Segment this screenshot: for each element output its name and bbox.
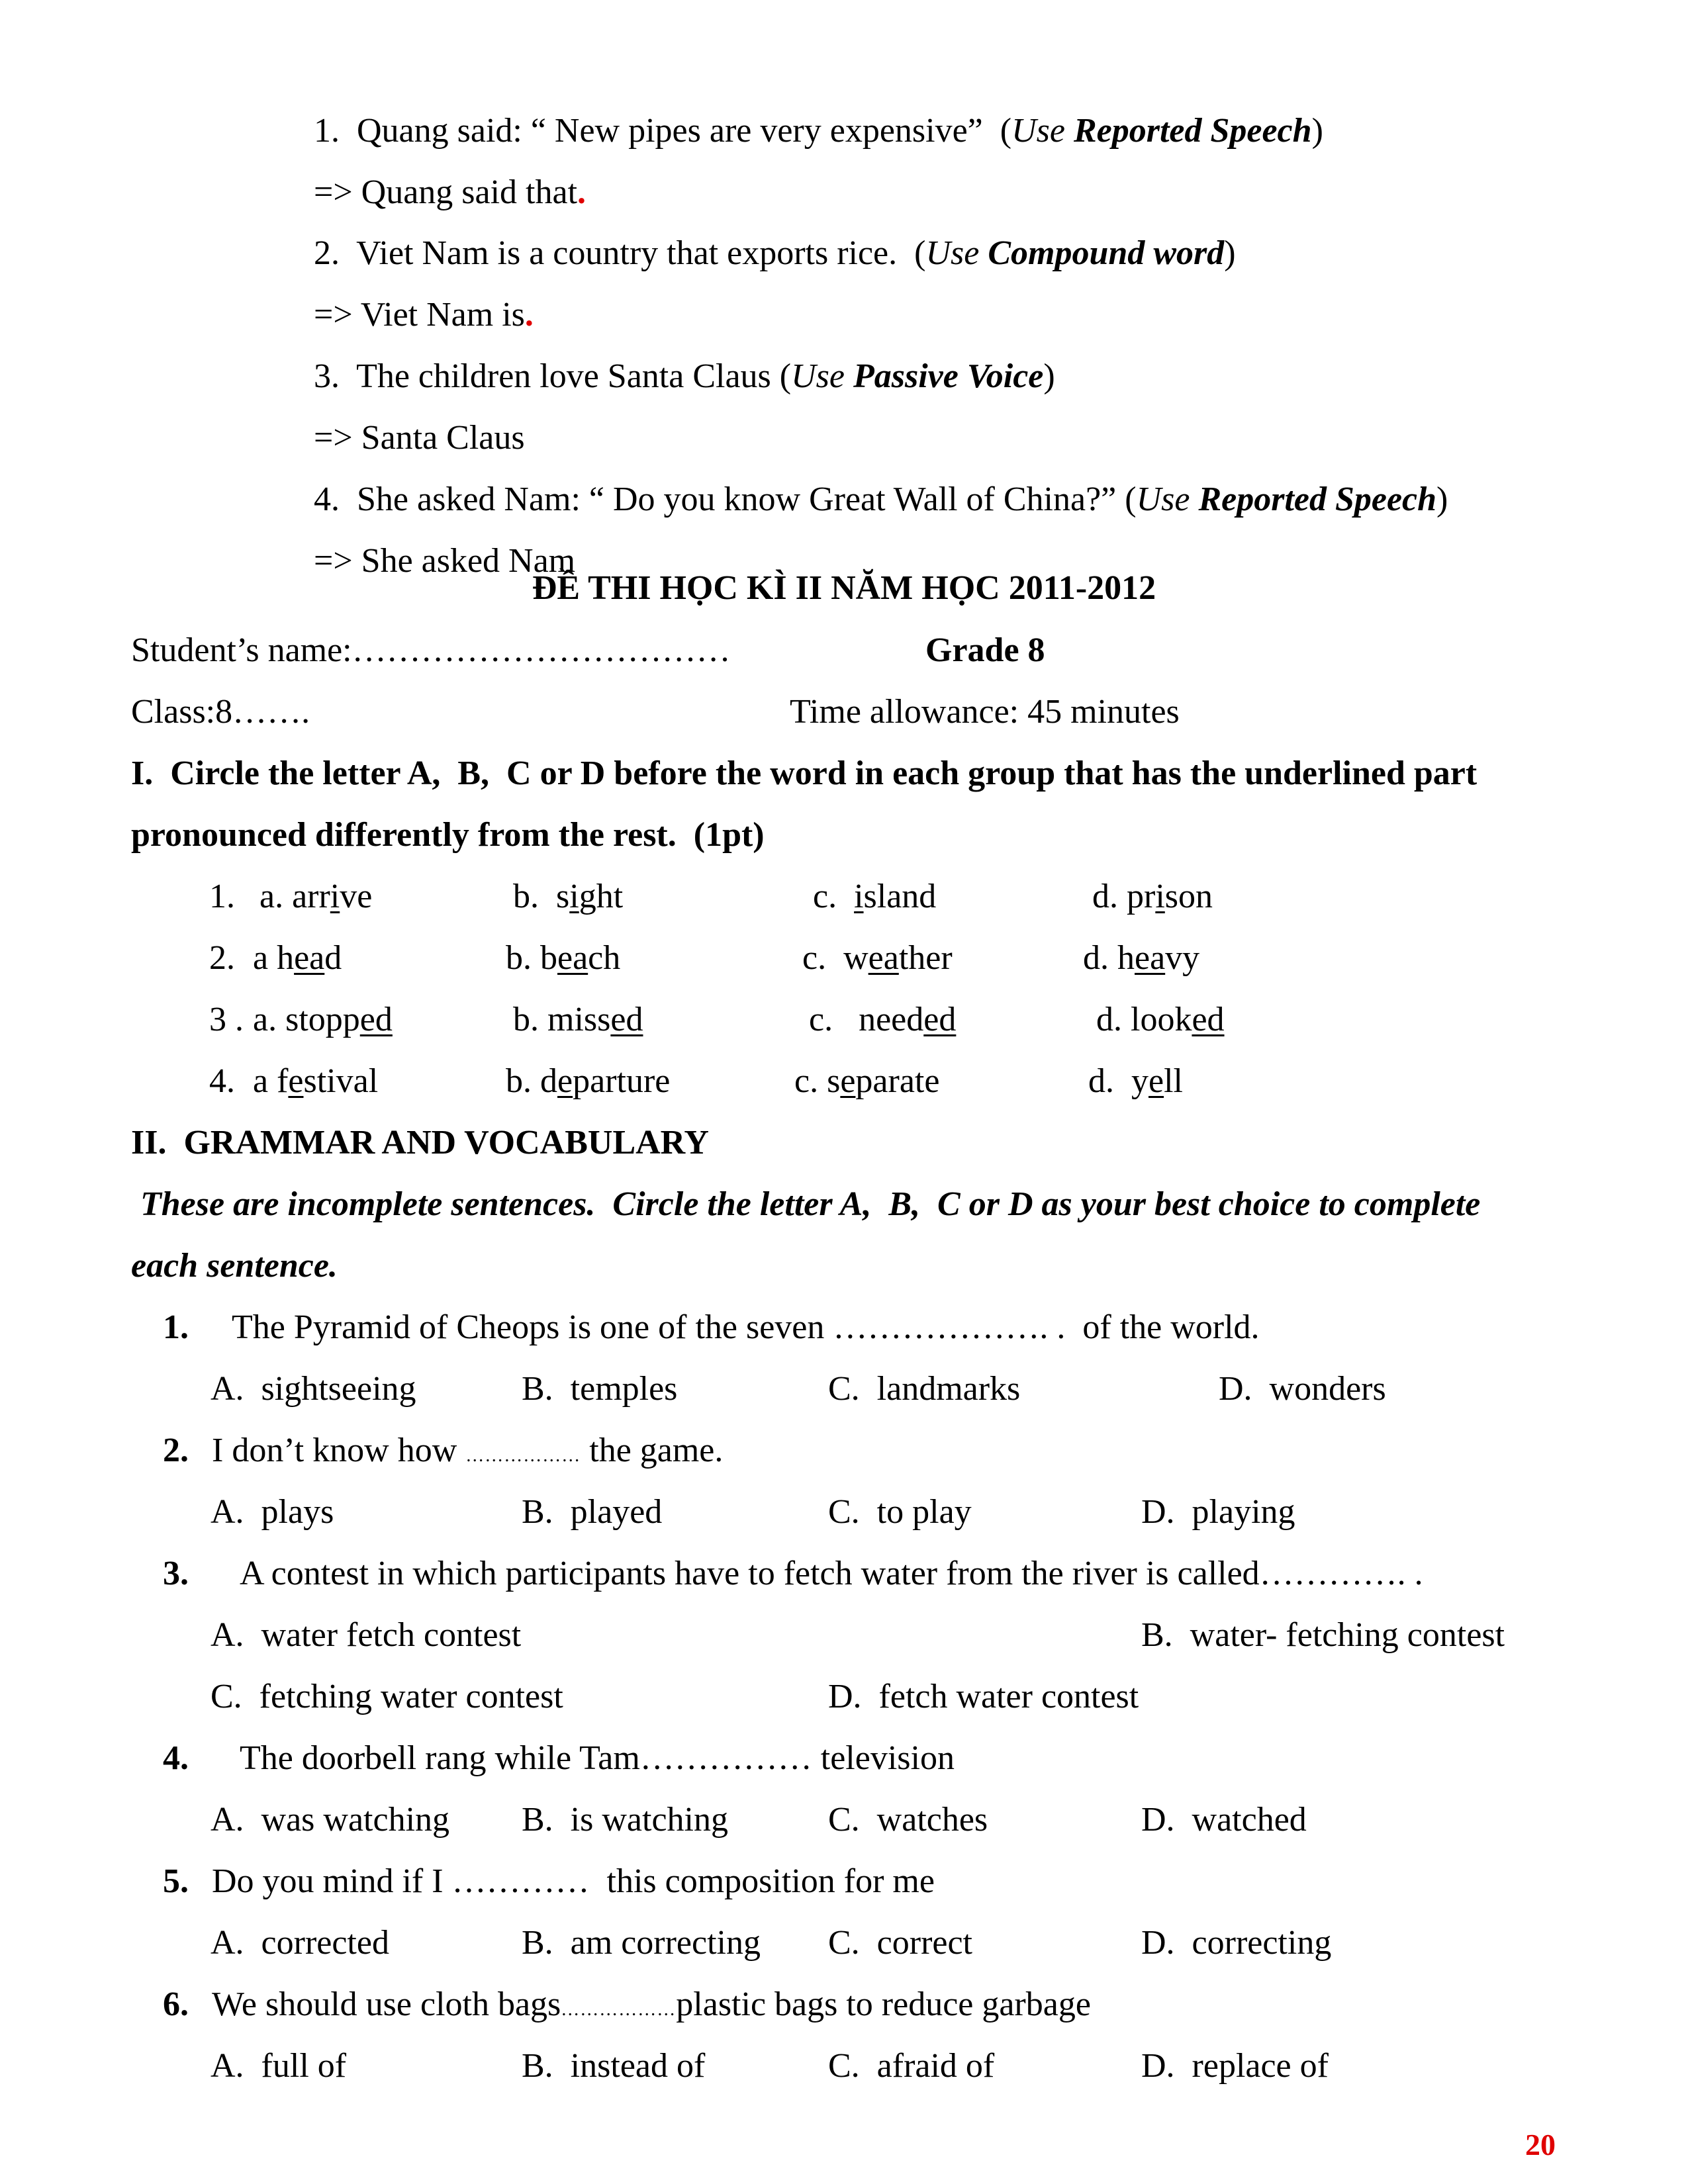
row-number: 3 . <box>209 1001 244 1038</box>
hint-text: Compound word <box>988 234 1225 272</box>
question-text: I don’t know how ……………… the game. <box>212 1432 724 1469</box>
option-d: D. watched <box>1141 1801 1307 1839</box>
option-cell: c. island <box>813 878 937 915</box>
answer-prefix: => Viet Nam is <box>314 296 525 334</box>
question-text: The doorbell rang while Tam…………… television <box>240 1739 955 1777</box>
use-label: Use <box>925 234 980 272</box>
item-text: She asked Nam: “ Do you know Great Wall of China?” <box>357 480 1117 518</box>
question-text: The Pyramid of Cheops is one of the seven ………………. . of the world. <box>232 1308 1260 1346</box>
class-field: Class:8……. <box>131 693 310 731</box>
hint-text: Passive Voice <box>853 357 1044 395</box>
answer-prefix: => She asked Nam <box>314 542 576 580</box>
option-cell: a. stopped <box>253 1001 393 1038</box>
question-number: 3. <box>163 1555 189 1592</box>
option-b: B. water- fetching contest <box>1141 1616 1505 1654</box>
option-b: B. played <box>522 1493 663 1531</box>
option-cell: c. needed <box>809 1001 957 1038</box>
page-number: 20 <box>1525 2128 1556 2161</box>
row-number: 2. <box>209 939 235 977</box>
hint-text: Reported Speech <box>1198 480 1437 518</box>
exam-title: ĐỀ THI HỌC KÌ II NĂM HỌC 2011-2012 <box>532 569 1156 607</box>
answer-prefix: => Santa Claus <box>314 419 525 457</box>
red-mark: . <box>577 173 586 211</box>
item-number: 3. <box>314 357 340 395</box>
item-number: 1. <box>314 112 340 150</box>
question-text: Do you mind if I ………… this composition for me <box>212 1862 935 1900</box>
section2-instructions-line2: each sentence. <box>131 1247 338 1285</box>
option-a: A. corrected <box>211 1924 389 1962</box>
hint-text: Reported Speech <box>1073 112 1312 150</box>
answer-prefix: => Quang said that <box>314 173 578 211</box>
option-cell: d. heavy <box>1083 939 1200 977</box>
option-cell: c. weather <box>802 939 953 977</box>
student-name-field: Student’s name:…………………………… <box>131 631 731 669</box>
option-cell: b. sight <box>513 878 624 915</box>
option-c: C. landmarks <box>828 1370 1021 1408</box>
option-c: C. watches <box>828 1801 988 1839</box>
section2-instructions-line1: These are incomplete sentences. Circle the letter A, B, C or D as your best choice to complete <box>140 1185 1481 1223</box>
question-number: 5. <box>163 1862 189 1900</box>
item-text: Viet Nam is a country that exports rice. <box>356 234 898 272</box>
option-cell: c. separate <box>794 1062 940 1100</box>
red-mark: . <box>524 296 534 334</box>
option-cell: a. arrive <box>259 878 373 915</box>
use-label: Use <box>1136 480 1190 518</box>
option-c: C. correct <box>828 1924 973 1962</box>
option-c: C. afraid of <box>828 2047 995 2085</box>
option-d: D. playing <box>1141 1493 1295 1531</box>
option-a: A. water fetch contest <box>211 1616 522 1654</box>
option-a: A. was watching <box>211 1801 450 1839</box>
use-label: Use <box>791 357 845 395</box>
grade-label: Grade 8 <box>925 631 1045 669</box>
row-number: 1. <box>209 878 235 915</box>
option-cell: b. missed <box>513 1001 643 1038</box>
option-a: A. plays <box>211 1493 334 1531</box>
section1-heading-line2: pronounced differently from the rest. (1pt) <box>131 816 765 854</box>
option-b: B. instead of <box>522 2047 706 2085</box>
time-allowance: Time allowance: 45 minutes <box>790 693 1180 731</box>
option-d: D. wonders <box>1219 1370 1386 1408</box>
section2-heading: II. GRAMMAR AND VOCABULARY <box>131 1124 709 1161</box>
question-number: 6. <box>163 1985 189 2023</box>
option-d: D. fetch water contest <box>828 1678 1139 1715</box>
option-d: D. correcting <box>1141 1924 1332 1962</box>
option-b: B. is watching <box>522 1801 728 1839</box>
use-label: Use <box>1011 112 1065 150</box>
question-number: 4. <box>163 1739 189 1777</box>
item-text: The children love Santa Claus <box>356 357 771 395</box>
option-b: B. temples <box>522 1370 678 1408</box>
option-cell: b. departure <box>506 1062 671 1100</box>
transform-item-4: 4. She asked Nam: “ Do you know Great Wall of China?” (Use Reported Speech) <box>314 480 1448 518</box>
question-text: We should use cloth bags………………plastic bags to reduce garbage <box>212 1985 1091 2023</box>
transform-item-2: 2. Viet Nam is a country that exports rice. (Use Compound word) <box>314 234 1236 272</box>
blank-dots: ……………… <box>561 1999 677 2020</box>
question-number: 2. <box>163 1432 189 1469</box>
blank-dots: ……………… <box>465 1445 581 1466</box>
question-number: 1. <box>163 1308 189 1346</box>
option-d: D. replace of <box>1141 2047 1329 2085</box>
option-a: A. sightseeing <box>211 1370 416 1408</box>
transform-item-3: 3. The children love Santa Claus (Use Passive Voice) <box>314 357 1055 395</box>
option-cell: a festival <box>253 1062 379 1100</box>
question-text: A contest in which participants have to fetch water from the river is called…………. . <box>240 1555 1423 1592</box>
option-a: A. full of <box>211 2047 347 2085</box>
option-cell: a head <box>253 939 342 977</box>
option-b: B. am correcting <box>522 1924 761 1962</box>
option-c: C. fetching water contest <box>211 1678 563 1715</box>
item-text: Quang said: “ New pipes are very expensive” <box>357 112 983 150</box>
option-cell: d. prison <box>1092 878 1213 915</box>
option-c: C. to play <box>828 1493 972 1531</box>
section1-heading-line1: I. Circle the letter A, B, C or D before the word in each group that has the underlined part <box>131 754 1477 792</box>
transform-item-1: 1. Quang said: “ New pipes are very expensive” (Use Reported Speech) <box>314 112 1323 150</box>
item-number: 4. <box>314 480 340 518</box>
option-cell: d. looked <box>1096 1001 1225 1038</box>
option-cell: d. yell <box>1088 1062 1183 1100</box>
option-cell: b. beach <box>506 939 621 977</box>
row-number: 4. <box>209 1062 235 1100</box>
item-number: 2. <box>314 234 340 272</box>
